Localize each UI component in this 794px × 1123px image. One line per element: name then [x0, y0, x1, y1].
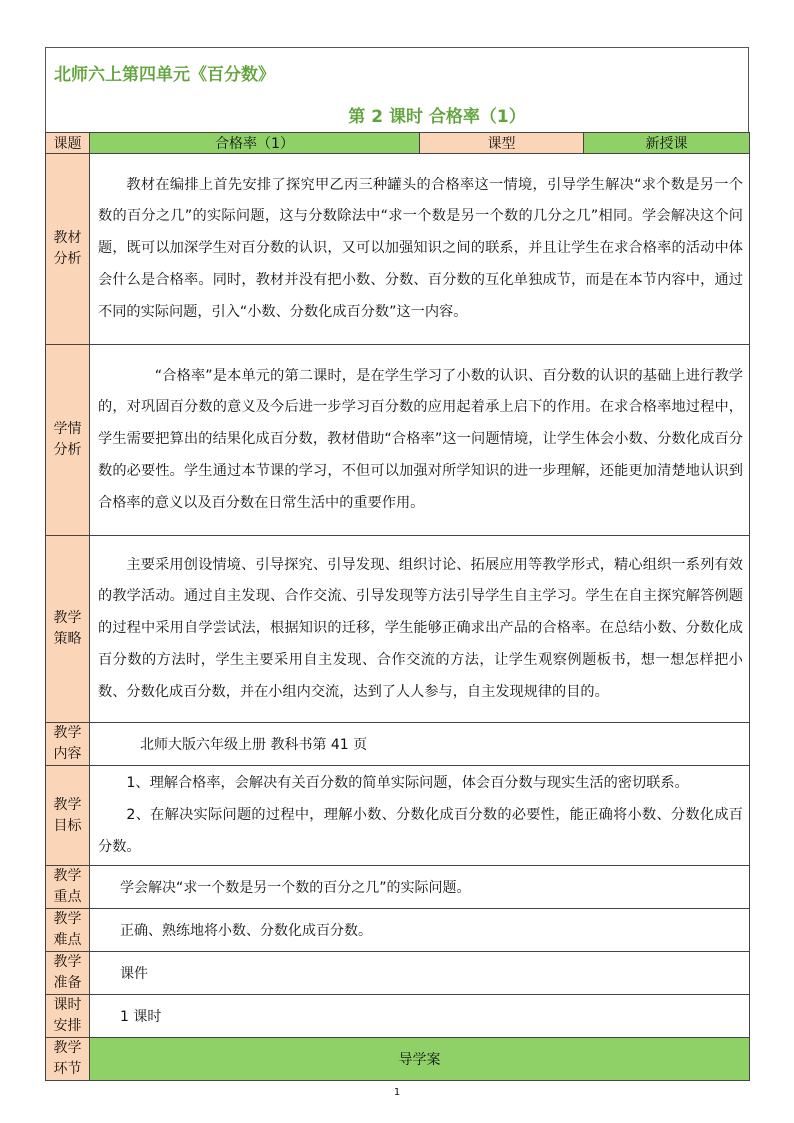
- topic-row: [46, 133, 750, 154]
- textbook-analysis-label: 教材 分析: [46, 154, 90, 345]
- type-value: 新授课: [584, 133, 750, 154]
- preparation-label: 教学 准备: [46, 952, 90, 995]
- teaching-content-label: 教学 内容: [46, 723, 90, 766]
- difficulties-text: 正确、熟练地将小数、分数化成百分数。: [90, 909, 750, 952]
- teaching-strategy-text: 主要采用创设情境、引导探究、引导发现、组织讨论、拓展应用等教学形式，精心组织一系列有效的教学活动。通过自主发现、合作交流、引导发现等方法引导学生自主学习。学生在自主探究解答例题的过程中采用自学尝试法，根据知识的迁移，学生能够正确求出产品的合格率。在总结小数、分数化成百分数的方法时，学生主要采用自主发现、合作交流的方法，让学生观察例题板书，想一想怎样把小数、分数化成百分数，并在小组内交流，达到了人人参与，自主发现规律的目的。: [90, 536, 750, 723]
- type-label: 课型: [420, 133, 584, 154]
- teaching-content-row: [46, 723, 750, 766]
- topic-label: 课题: [46, 133, 90, 154]
- key-points-label: 教学 重点: [46, 866, 90, 909]
- schedule-text: 1 课时: [90, 995, 750, 1038]
- process-row: [46, 1038, 750, 1081]
- student-analysis-label: 学情 分析: [46, 345, 90, 536]
- difficulties-label: 教学 难点: [46, 909, 90, 952]
- teaching-goals-row: [46, 766, 750, 866]
- difficulties-row: [46, 909, 750, 952]
- goal-item: 1、理解合格率，会解决有关百分数的简单实际问题，体会百分数与现实生活的密切联系。: [126, 775, 689, 791]
- schedule-row: [46, 995, 750, 1038]
- unit-title: 北师六上第四单元《百分数》: [54, 65, 275, 85]
- student-analysis-row: [46, 345, 750, 536]
- student-analysis-text: “合格率”是本单元的第二课时，是在学生学习了小数的认识、百分数的认识的基础上进行教学的，对巩固百分数的意义及今后进一步学习百分数的应用起着承上启下的作用。在求合格率地过程中，学生需要把算出的结果化成百分数，教材借助“合格率”这一问题情境，让学生体会小数、分数化成百分数的必要性。学生通过本节课的学习，不但可以加强对所学知识的进一步理解，还能更加清楚地认识到合格率的意义以及百分数在日常生活中的重要作用。: [90, 345, 750, 536]
- process-text: 导学案: [90, 1038, 750, 1081]
- process-label: 教学 环节: [46, 1038, 90, 1081]
- schedule-label: 课时 安排: [46, 995, 90, 1038]
- teaching-content-text: 北师大版六年级上册 教科书第 41 页: [90, 723, 750, 766]
- textbook-analysis-text: 教材在编排上首先安排了探究甲乙丙三种罐头的合格率这一情境，引导学生解决“求个数是另一个数的百分之几”的实际问题，这与分数除法中“求一个数是另一个数的几分之几”相同。学会解决这个问题，既可以加深学生对百分数的认识，又可以加强知识之间的联系，并且让学生在求合格率的活动中体会什么是合格率。同时，教材并没有把小数、分数、百分数的互化单独成节，而是在本节内容中，通过不同的实际问题，引入“小数、分数化成百分数”这一内容。: [90, 154, 750, 345]
- page-number: 1: [393, 1087, 401, 1098]
- teaching-strategy-label: 教学 策略: [46, 536, 90, 723]
- lesson-title: 第 2 课时 合格率（1）: [348, 107, 526, 127]
- topic-value: 合格率（1）: [90, 133, 420, 154]
- lesson-plan-table: [45, 132, 750, 1081]
- teaching-goals-text: [90, 766, 750, 866]
- teaching-strategy-row: [46, 536, 750, 723]
- key-points-text: 学会解决“求一个数是另一个数的百分之几”的实际问题。: [90, 866, 750, 909]
- lesson-plan-page: [45, 47, 749, 1081]
- teaching-goals-label: 教学 目标: [46, 766, 90, 866]
- textbook-analysis-row: [46, 154, 750, 345]
- preparation-row: [46, 952, 750, 995]
- goal-item: 2、在解决实际问题的过程中，理解小数、分数化成百分数的必要性，能正确将小数、分数化成百分数。: [98, 806, 743, 855]
- preparation-text: 课件: [90, 952, 750, 995]
- key-points-row: [46, 866, 750, 909]
- plan-header: [45, 47, 749, 132]
